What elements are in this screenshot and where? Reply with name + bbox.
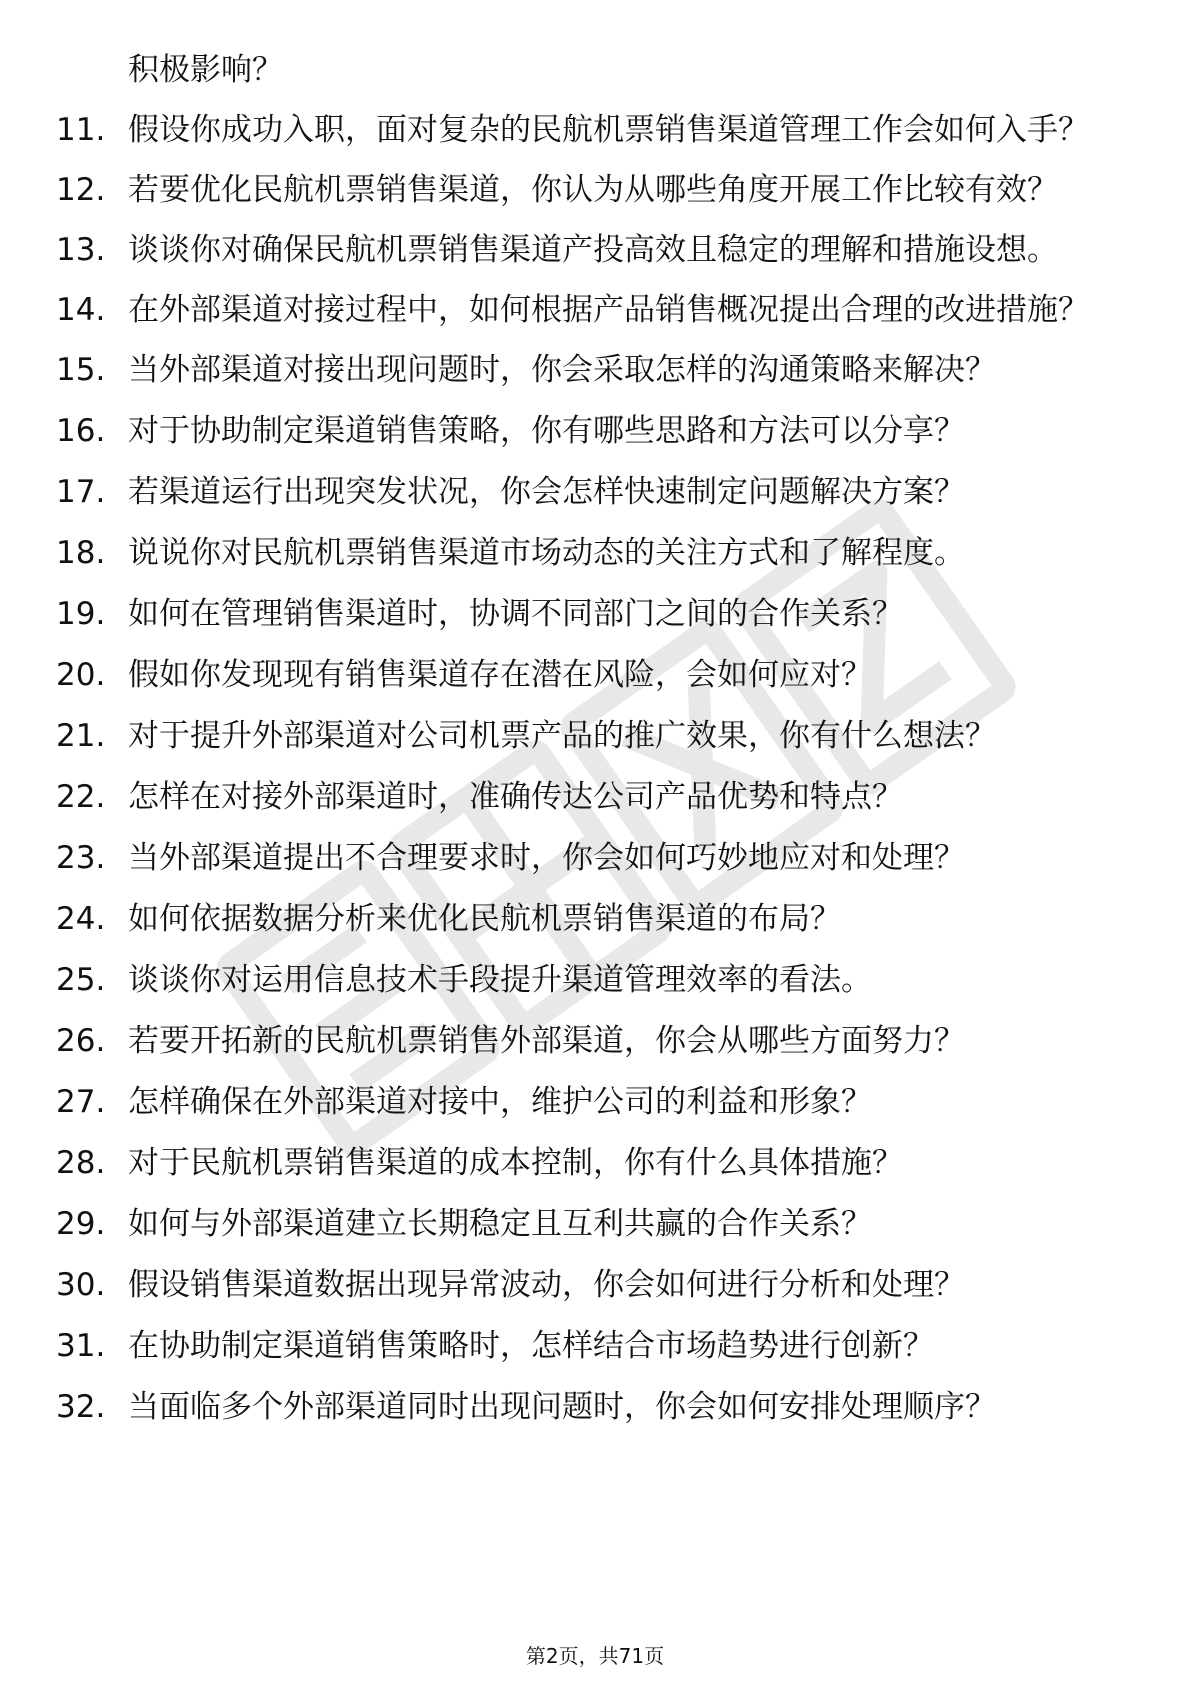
page-footer: 第2页，共71页 xyxy=(525,1644,665,1668)
question-text: 假设销售渠道数据出现异常波动，你会如何进行分析和处理？ xyxy=(128,1267,965,1303)
question-item xyxy=(56,533,1108,574)
question-item xyxy=(56,716,1108,757)
question-item xyxy=(56,1082,1108,1123)
question-number: 30. xyxy=(56,1267,106,1303)
question-item xyxy=(56,170,1108,211)
question-text: 对于提升外部渠道对公司机票产品的推广效果，你有什么想法？ xyxy=(128,718,996,754)
question-number: 14. xyxy=(56,292,106,328)
question-text: 当外部渠道提出不合理要求时，你会如何巧妙地应对和处理？ xyxy=(128,840,965,876)
question-item xyxy=(56,777,1108,818)
question-number: 17. xyxy=(56,474,106,510)
question-item xyxy=(56,411,1108,452)
question-text: 对于民航机票销售渠道的成本控制，你有什么具体措施？ xyxy=(128,1145,903,1181)
question-text: 说说你对民航机票销售渠道市场动态的关注方式和了解程度。 xyxy=(128,535,965,571)
question-item xyxy=(56,960,1108,1001)
question-item xyxy=(56,230,1108,271)
question-item xyxy=(56,290,1108,331)
question-number: 11. xyxy=(56,112,106,148)
question-continuation xyxy=(128,50,1108,91)
question-text: 若要开拓新的民航机票销售外部渠道，你会从哪些方面努力？ xyxy=(128,1023,965,1059)
question-number: 25. xyxy=(56,962,106,998)
question-number: 22. xyxy=(56,779,106,815)
question-item xyxy=(56,1021,1108,1062)
question-number: 27. xyxy=(56,1084,106,1120)
question-text: 在协助制定渠道销售策略时，怎样结合市场趋势进行创新？ xyxy=(128,1328,934,1364)
question-item xyxy=(56,1326,1108,1367)
question-list xyxy=(0,50,1190,1448)
question-number: 21. xyxy=(56,718,106,754)
question-text: 如何在管理销售渠道时，协调不同部门之间的合作关系？ xyxy=(128,596,903,632)
question-number: 28. xyxy=(56,1145,106,1181)
question-text: 怎样确保在外部渠道对接中，维护公司的利益和形象？ xyxy=(128,1084,872,1120)
question-text: 假如你发现现有销售渠道存在潜在风险，会如何应对？ xyxy=(128,657,872,693)
question-number: 23. xyxy=(56,840,106,876)
question-item xyxy=(56,110,1108,151)
question-number: 29. xyxy=(56,1206,106,1242)
question-item xyxy=(56,1265,1108,1306)
question-text: 对于协助制定渠道销售策略，你有哪些思路和方法可以分享？ xyxy=(128,413,965,449)
question-number: 26. xyxy=(56,1023,106,1059)
question-item xyxy=(56,899,1108,940)
question-item xyxy=(56,1387,1108,1428)
question-number: 13. xyxy=(56,232,106,268)
question-text: 谈谈你对确保民航机票销售渠道产投高效且稳定的理解和措施设想。 xyxy=(128,232,1058,268)
question-number: 20. xyxy=(56,657,106,693)
question-item xyxy=(56,1143,1108,1184)
question-item xyxy=(56,594,1108,635)
question-text: 若要优化民航机票销售渠道，你认为从哪些角度开展工作比较有效？ xyxy=(128,172,1058,208)
question-number: 19. xyxy=(56,596,106,632)
question-number: 15. xyxy=(56,352,106,388)
question-text: 当外部渠道对接出现问题时，你会采取怎样的沟通策略来解决？ xyxy=(128,352,996,388)
question-item xyxy=(56,1204,1108,1245)
question-number: 32. xyxy=(56,1389,106,1425)
question-text: 在外部渠道对接过程中，如何根据产品销售概况提出合理的改进措施？ xyxy=(128,292,1089,328)
question-number: 12. xyxy=(56,172,106,208)
question-text: 假设你成功入职，面对复杂的民航机票销售渠道管理工作会如何入手？ xyxy=(128,112,1089,148)
question-text: 怎样在对接外部渠道时，准确传达公司产品优势和特点？ xyxy=(128,779,903,815)
question-number: 24. xyxy=(56,901,106,937)
question-item xyxy=(56,350,1108,391)
question-text: 若渠道运行出现突发状况，你会怎样快速制定问题解决方案？ xyxy=(128,474,965,510)
question-text: 谈谈你对运用信息技术手段提升渠道管理效率的看法。 xyxy=(128,962,872,998)
question-number: 18. xyxy=(56,535,106,571)
question-item xyxy=(56,838,1108,879)
question-text: 当面临多个外部渠道同时出现问题时，你会如何安排处理顺序？ xyxy=(128,1389,996,1425)
question-item xyxy=(56,472,1108,513)
question-text: 如何与外部渠道建立长期稳定且互利共赢的合作关系？ xyxy=(128,1206,872,1242)
question-number: 16. xyxy=(56,413,106,449)
question-number: 31. xyxy=(56,1328,106,1364)
question-item xyxy=(56,655,1108,696)
question-text: 如何依据数据分析来优化民航机票销售渠道的布局？ xyxy=(128,901,841,937)
continuation-text: 积极影响？ xyxy=(128,52,283,88)
